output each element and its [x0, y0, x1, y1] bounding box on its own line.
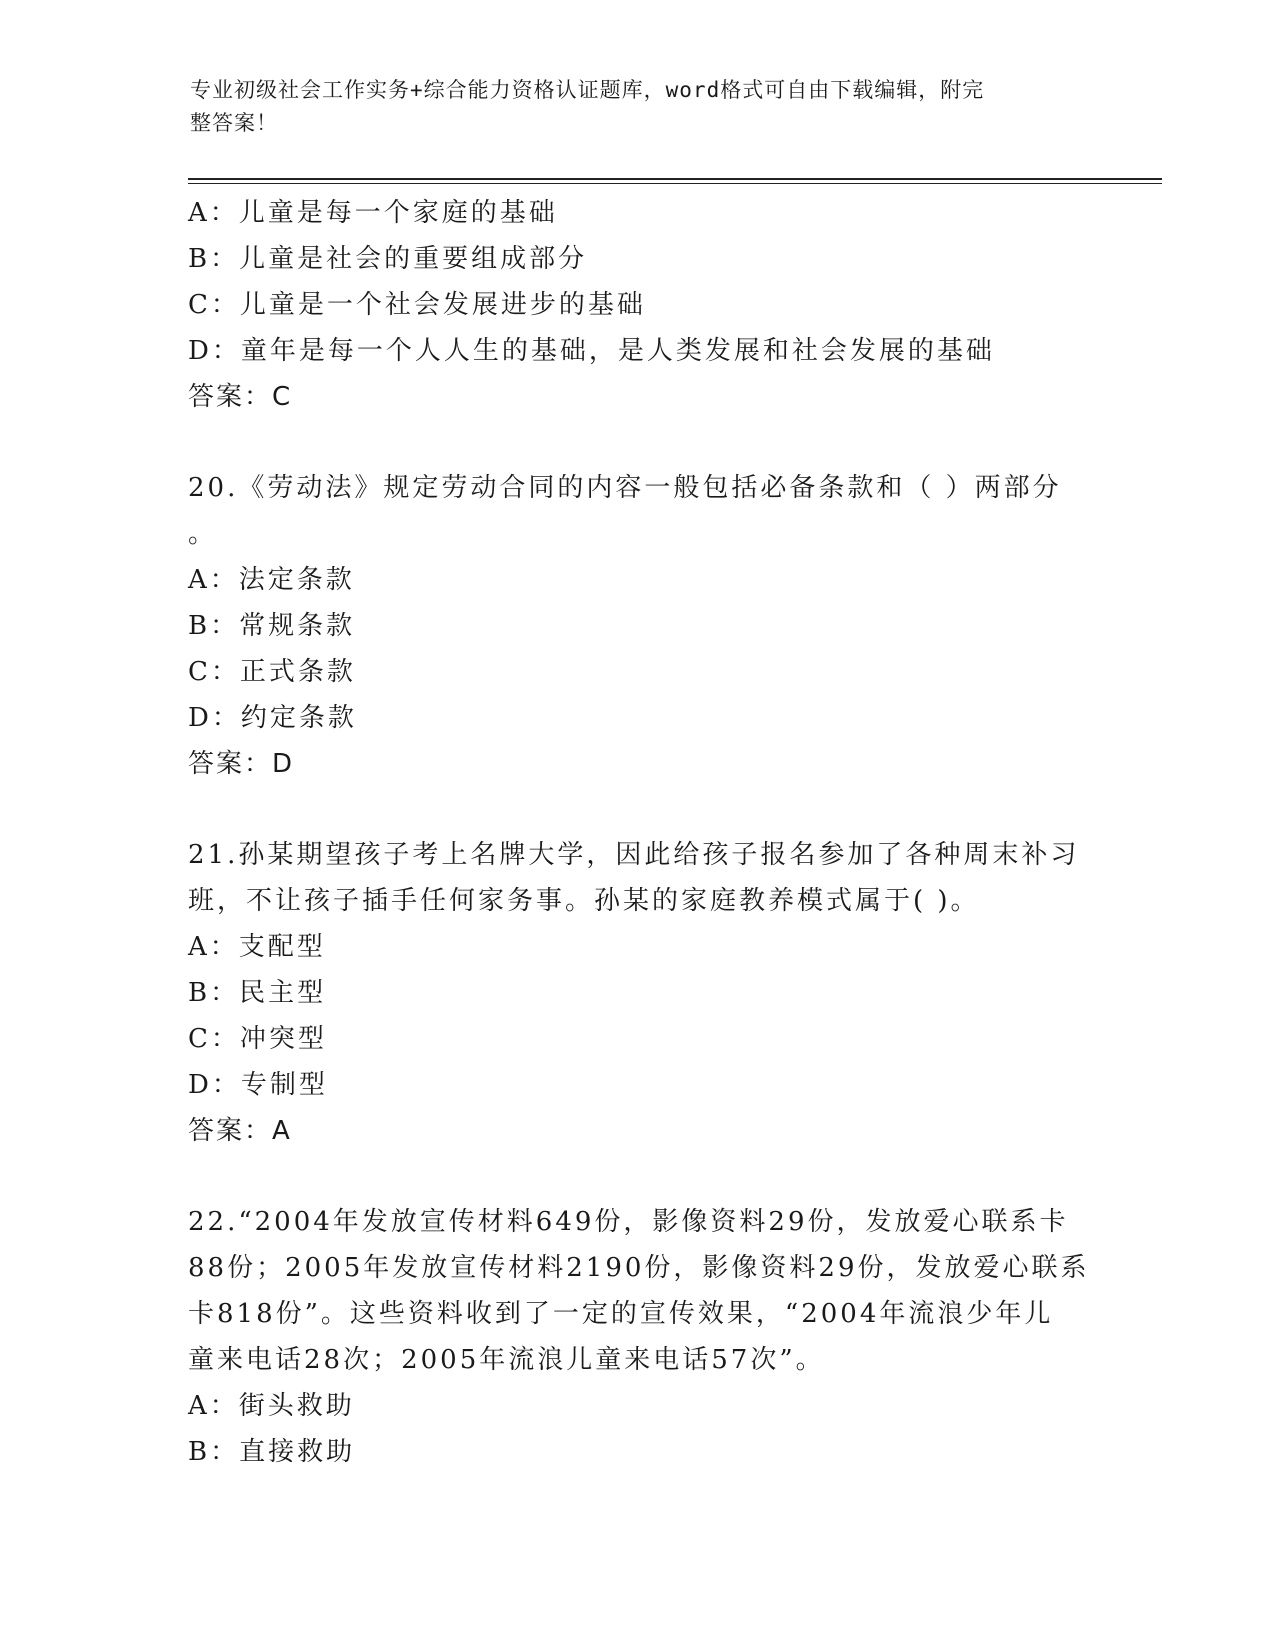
header-rule-thick: [188, 178, 1162, 180]
header-line-2: 整答案！: [190, 111, 278, 135]
option-b: B：儿童是社会的重要组成部分: [188, 244, 588, 274]
question-text-line: 卡818份”。这些资料收到了一定的宣传效果，“2004年流浪少年儿: [188, 1299, 1054, 1329]
option-c: C：正式条款: [188, 657, 356, 687]
option-c: C：冲突型: [188, 1024, 327, 1054]
question-22: [188, 1199, 1088, 1475]
option-a: A：儿童是每一个家庭的基础: [188, 198, 558, 228]
question-19: [188, 190, 1088, 420]
question-text-line: 童来电话28次；2005年流浪儿童来电话57次”。: [188, 1345, 825, 1375]
question-text-line: 。: [188, 519, 218, 549]
question-21: [188, 832, 1088, 1154]
answer-line: 答案：C: [188, 382, 293, 412]
question-text-line: 20.《劳动法》规定劳动合同的内容一般包括必备条款和（ ）两部分: [188, 473, 1062, 503]
option-a: A：支配型: [188, 932, 326, 962]
option-a: A：街头救助: [188, 1391, 355, 1421]
question-text-line: 88份；2005年发放宣传材料2190份，影像资料29份，发放爱心联系: [188, 1253, 1090, 1283]
question-list: [188, 190, 1088, 1475]
question-20: [188, 465, 1088, 787]
header-rule-thin: [188, 183, 1162, 184]
question-text-line: 22.“2004年发放宣传材料649份，影像资料29份，发放爱心联系卡: [188, 1207, 1069, 1237]
answer-line: 答案：D: [188, 749, 295, 779]
option-c: C：儿童是一个社会发展进步的基础: [188, 290, 646, 320]
option-b: B：民主型: [188, 978, 327, 1008]
option-d: D：童年是每一个人人生的基础，是人类发展和社会发展的基础: [188, 336, 995, 366]
answer-line: 答案：A: [188, 1116, 292, 1146]
option-b: B：直接救助: [188, 1437, 356, 1467]
option-d: D：约定条款: [188, 703, 357, 733]
option-b: B：常规条款: [188, 611, 356, 641]
option-a: A：法定条款: [188, 565, 355, 595]
option-d: D：专制型: [188, 1070, 328, 1100]
question-text-line: 班，不让孩子插手任何家务事。孙某的家庭教养模式属于( )。: [188, 886, 980, 916]
header-line-1: 专业初级社会工作实务+综合能力资格认证题库，word格式可自由下载编辑，附完: [190, 78, 985, 102]
question-text-line: 21.孙某期望孩子考上名牌大学，因此给孩子报名参加了各种周末补习: [188, 840, 1080, 870]
document-header: [190, 74, 1080, 140]
